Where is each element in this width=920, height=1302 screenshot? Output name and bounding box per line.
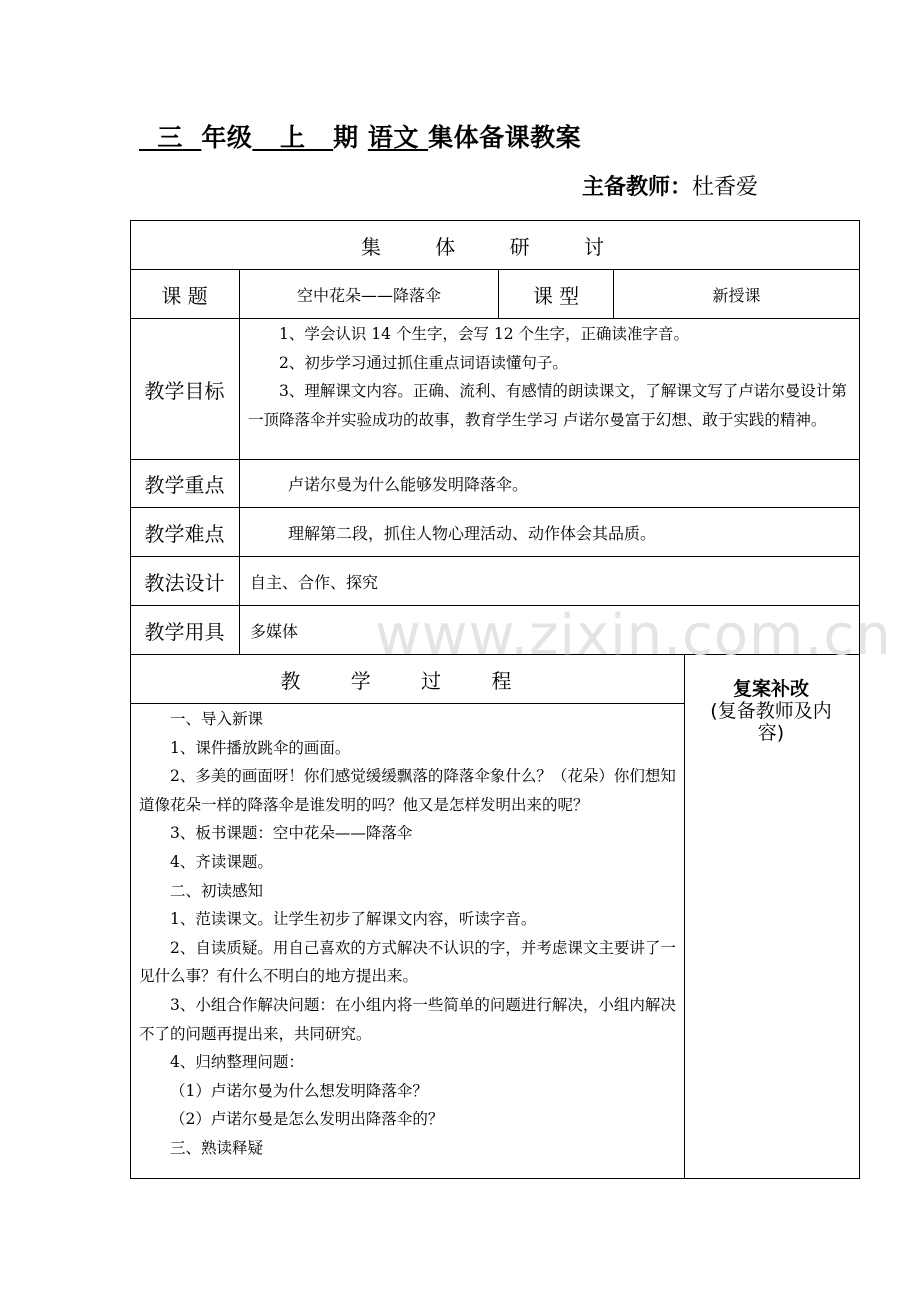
tools-value: 多媒体	[250, 621, 299, 641]
process-step: 2、多美的画面呀！你们感觉缓缓飘落的降落伞象什么？（花朵）你们想知道像花朵一样的降落伞是谁发明的吗？他又是怎样发明出来的呢？	[139, 767, 676, 814]
process-step: 4、归纳整理问题：	[170, 1053, 304, 1072]
subject: 语文	[367, 123, 419, 152]
difficulty-value: 理解第二段，抓住人物心理活动、动作体会其品质。	[288, 523, 657, 543]
term: 上	[280, 123, 306, 152]
process-step: 二、初读感知	[170, 881, 264, 900]
topic-label: 课 题	[161, 283, 208, 308]
grade: 三	[157, 123, 183, 152]
process-title: 教 学 过 程	[280, 668, 534, 693]
method-value: 自主、合作、探究	[250, 572, 379, 592]
process-step: （1）卢诺尔曼为什么想发明降落伞？	[170, 1081, 428, 1100]
goal-item: 3、理解课文内容。正确、流利、有感情的朗读课文，了解课文写了卢诺尔曼设计第一顶降落伞并实验成功的故事，教育学生学习 卢诺尔曼富于幻想、敢于实践的精神。	[248, 382, 847, 429]
process-step: 三、熟读释疑	[170, 1138, 264, 1157]
review-title: 复案补改	[732, 678, 809, 700]
process-step: 3、小组合作解决问题：在小组内将一些简单的问题进行解决，小组内解决不了的问题再提出来，共同研究。	[139, 995, 676, 1043]
process-list	[139, 705, 680, 1163]
key-label: 教学重点	[144, 473, 225, 497]
doc-type: 集体备课教案	[428, 123, 582, 152]
author-name: 杜香爱	[692, 175, 759, 200]
method-label: 教法设计	[144, 570, 225, 595]
type-value: 新授课	[712, 285, 761, 305]
review-column	[684, 678, 858, 744]
term-suffix: 期	[333, 123, 359, 152]
tools-label: 教学用具	[144, 619, 225, 644]
process-step: 4、齐读课题。	[170, 852, 273, 871]
goal-item: 1、学会认识 14 个生字，会写 12 个生字，正确读准字音。	[279, 325, 690, 343]
grade-suffix: 年级	[201, 123, 253, 152]
topic-value: 空中花朵——降落伞	[296, 285, 441, 305]
author-label: 主备教师：	[582, 175, 693, 200]
section-title: 集 体 研 讨	[360, 234, 629, 259]
process-step: （2）卢诺尔曼是怎么发明出降落伞的？	[170, 1110, 444, 1129]
watermark: www.zixin.com.cn	[375, 603, 892, 668]
review-subtitle: (复备教师及内容)	[710, 700, 832, 744]
goals-label: 教学目标	[144, 378, 225, 403]
process-step: 3、板书课题：空中花朵——降落伞	[170, 824, 413, 843]
type-label: 课 型	[532, 283, 580, 308]
document-title	[139, 118, 581, 154]
process-step: 1、范读课文。让学生初步了解课文内容，听读字音。	[170, 910, 537, 929]
process-step: 一、导入新课	[170, 710, 264, 728]
author-line	[582, 170, 758, 201]
row-divider	[130, 703, 684, 704]
difficulty-label: 教学难点	[144, 521, 225, 546]
key-value: 卢诺尔曼为什么能够发明降落伞。	[288, 475, 529, 494]
goal-item: 2、初步学习通过抓住重点词语读懂句子。	[279, 353, 568, 372]
process-step: 2、自读质疑。用自己喜欢的方式解决不认识的字，并考虑课文主要讲了一见什么事？有什么不明白的地方提出来。	[139, 938, 676, 986]
process-step: 1、课件播放跳伞的画面。	[170, 738, 351, 757]
goals-list	[248, 320, 854, 434]
